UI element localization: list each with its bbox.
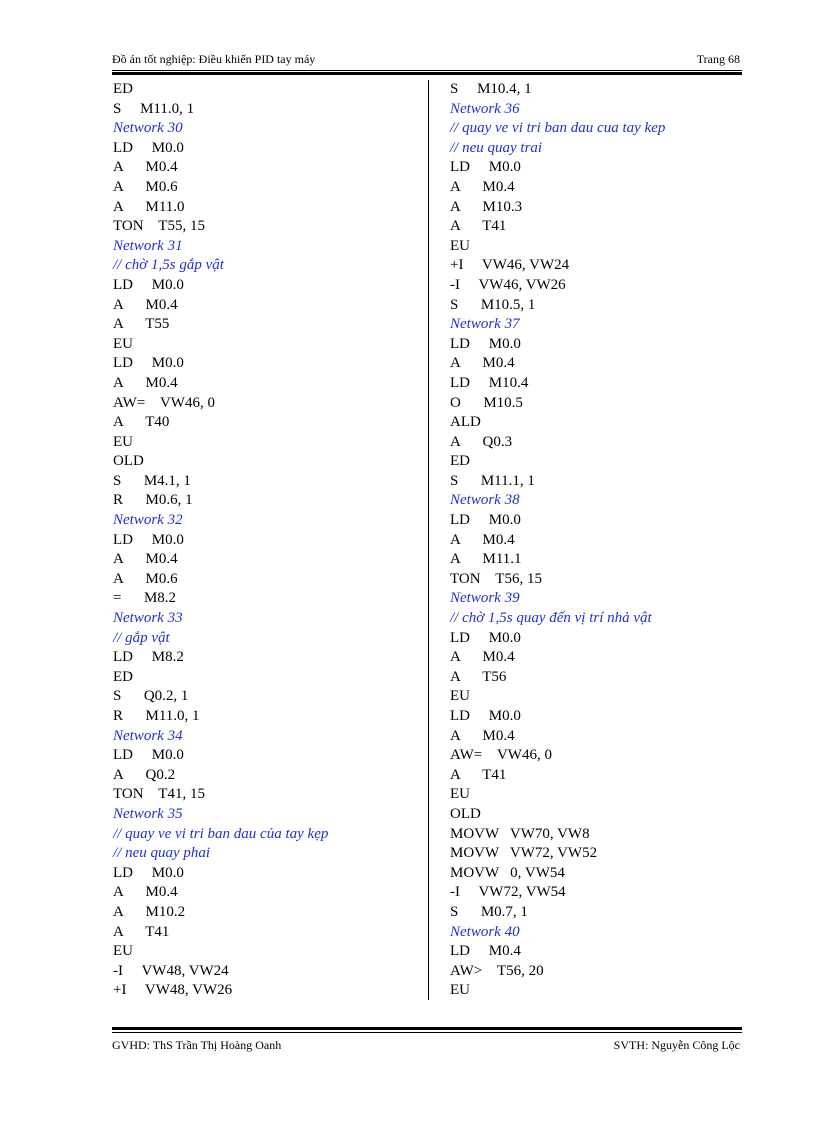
code-line: -I VW48, VW24 bbox=[113, 962, 229, 979]
code-comment: // quay ve vi tri ban dau cua tay kep bbox=[450, 120, 666, 137]
code-line: A M0.4 bbox=[450, 649, 515, 666]
code-line: A M10.3 bbox=[450, 198, 523, 215]
code-line: A T55 bbox=[113, 316, 170, 333]
code-line: S M4.1, 1 bbox=[113, 472, 191, 489]
code-line: MOVW VW72, VW52 bbox=[450, 845, 598, 862]
code-comment: // chờ 1,5s gắp vật bbox=[113, 257, 224, 274]
code-line: LD M0.4 bbox=[450, 943, 521, 960]
code-line: ED bbox=[113, 81, 133, 97]
code-line: +I VW48, VW26 bbox=[113, 982, 233, 999]
code-line: A M0.6 bbox=[113, 178, 178, 195]
code-line: LD M0.0 bbox=[450, 159, 521, 176]
network-label: Network 37 bbox=[450, 316, 520, 333]
code-comment: // quay ve vi tri ban dau của tay kẹp bbox=[113, 825, 329, 842]
code-line: A T41 bbox=[450, 218, 507, 235]
code-comment: // chờ 1,5s quay đến vị trí nhả vật bbox=[450, 610, 652, 627]
code-line: EU bbox=[113, 335, 133, 352]
network-label: Network 30 bbox=[113, 120, 183, 137]
header-rule-thick bbox=[112, 72, 742, 75]
code-line: A M0.6 bbox=[113, 570, 178, 587]
code-line: OLD bbox=[113, 453, 144, 470]
column-divider bbox=[428, 80, 429, 1000]
network-label: Network 38 bbox=[450, 492, 520, 509]
code-line: LD M0.0 bbox=[450, 512, 521, 529]
code-line: A M0.4 bbox=[113, 884, 178, 901]
code-line: LD M8.2 bbox=[113, 649, 184, 666]
code-line: LD M0.0 bbox=[450, 629, 521, 646]
code-line: S Q0.2, 1 bbox=[113, 688, 189, 705]
code-line: O M10.5 bbox=[450, 394, 523, 411]
right-code-column bbox=[450, 80, 750, 1001]
code-line: A T40 bbox=[113, 414, 170, 431]
code-line: EU bbox=[450, 982, 470, 999]
code-line: LD M0.0 bbox=[113, 531, 184, 548]
code-line: S M0.7, 1 bbox=[450, 903, 528, 920]
code-line: EU bbox=[113, 433, 133, 450]
network-label: Network 39 bbox=[450, 590, 520, 607]
code-line: EU bbox=[450, 786, 470, 803]
code-line: MOVW 0, VW54 bbox=[450, 864, 565, 881]
footer-rule-thick bbox=[112, 1027, 742, 1030]
code-line: A M0.4 bbox=[113, 374, 178, 391]
code-comment: // neu quay phai bbox=[113, 845, 211, 862]
network-label: Network 31 bbox=[113, 237, 183, 254]
code-line: R M11.0, 1 bbox=[113, 708, 200, 724]
code-line: LD M0.0 bbox=[113, 139, 184, 156]
network-label: Network 32 bbox=[113, 512, 183, 529]
code-line: S M11.1, 1 bbox=[450, 472, 535, 489]
code-line: A T41 bbox=[450, 766, 507, 783]
code-line: ED bbox=[450, 453, 470, 470]
network-label: Network 40 bbox=[450, 923, 520, 940]
code-line: TON T55, 15 bbox=[113, 218, 205, 235]
code-line: LD M10.4 bbox=[450, 374, 529, 391]
code-line: +I VW46, VW24 bbox=[450, 257, 570, 274]
code-line: R M0.6, 1 bbox=[113, 492, 193, 509]
code-line: = M8.2 bbox=[113, 590, 177, 607]
code-comment: // gắp vật bbox=[113, 629, 170, 646]
code-line: LD M0.0 bbox=[113, 864, 184, 881]
code-line: A M10.2 bbox=[113, 903, 186, 920]
code-line: -I VW72, VW54 bbox=[450, 884, 566, 901]
code-line: A M0.4 bbox=[113, 296, 178, 313]
code-line: AW= VW46, 0 bbox=[450, 747, 552, 764]
code-line: A T56 bbox=[450, 668, 507, 685]
code-line: A M11.1 bbox=[450, 551, 522, 568]
code-line: A M11.0 bbox=[113, 198, 185, 215]
code-line: AW> T56, 20 bbox=[450, 962, 544, 979]
code-comment: // neu quay trai bbox=[450, 139, 543, 156]
page-number: Trang 68 bbox=[696, 52, 740, 66]
code-line: EU bbox=[113, 943, 133, 960]
code-line: LD M0.0 bbox=[450, 335, 521, 352]
code-line: MOVW VW70, VW8 bbox=[450, 825, 590, 842]
footer-student: SVTH: Nguyễn Công Lộc bbox=[613, 1038, 740, 1052]
network-label: Network 36 bbox=[450, 100, 520, 117]
code-line: LD M0.0 bbox=[113, 355, 184, 372]
code-line: S M10.5, 1 bbox=[450, 296, 536, 313]
code-line: A Q0.3 bbox=[450, 433, 513, 450]
footer-advisor: GVHD: ThS Trần Thị Hoàng Oanh bbox=[112, 1038, 282, 1052]
code-line: A M0.4 bbox=[113, 551, 178, 568]
code-line: EU bbox=[450, 688, 470, 705]
code-line: AW= VW46, 0 bbox=[113, 394, 215, 411]
code-line: ALD bbox=[450, 414, 481, 431]
code-line: ED bbox=[113, 668, 133, 685]
header-title: Đồ án tốt nghiệp: Điều khiển PID tay máy bbox=[112, 52, 316, 66]
code-line: LD M0.0 bbox=[113, 276, 184, 293]
code-line: A M0.4 bbox=[450, 531, 515, 548]
code-line: A T41 bbox=[113, 923, 170, 940]
page-footer bbox=[112, 1036, 742, 1054]
code-line: A M0.4 bbox=[450, 355, 515, 372]
left-code-column bbox=[113, 80, 413, 1001]
code-line: LD M0.0 bbox=[113, 747, 184, 764]
code-line: A Q0.2 bbox=[113, 766, 176, 783]
code-line: S M10.4, 1 bbox=[450, 81, 532, 97]
network-label: Network 34 bbox=[113, 727, 183, 744]
footer-rule-thin bbox=[112, 1032, 742, 1033]
code-line: -I VW46, VW26 bbox=[450, 276, 566, 293]
network-label: Network 35 bbox=[113, 805, 183, 822]
code-line: LD M0.0 bbox=[450, 708, 521, 724]
header-rule-thin bbox=[112, 70, 742, 71]
code-line: A M0.4 bbox=[450, 727, 515, 744]
code-line: TON T41, 15 bbox=[113, 786, 205, 803]
code-line: S M11.0, 1 bbox=[113, 100, 195, 117]
code-line: EU bbox=[450, 237, 470, 254]
network-label: Network 33 bbox=[113, 610, 183, 627]
code-line: A M0.4 bbox=[450, 178, 515, 195]
code-line: TON T56, 15 bbox=[450, 570, 542, 587]
code-line: OLD bbox=[450, 805, 481, 822]
code-line: A M0.4 bbox=[113, 159, 178, 176]
page-header bbox=[112, 50, 742, 68]
